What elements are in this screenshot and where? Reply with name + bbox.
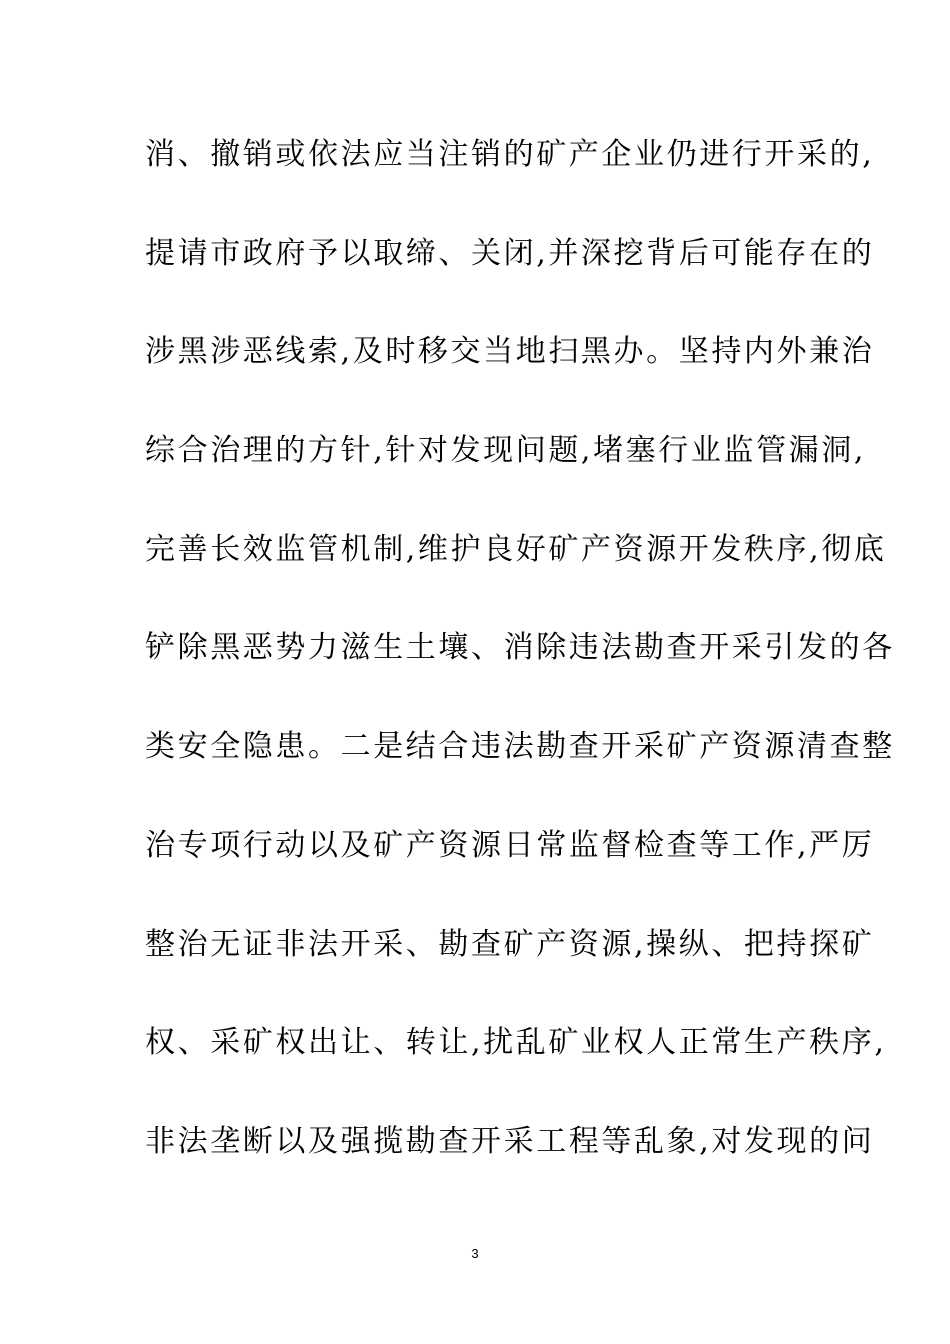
text-line: 完善长效监管机制,维护良好矿产资源开发秩序,彻底 bbox=[145, 531, 887, 567]
text-line: 消、撤销或依法应当注销的矿产企业仍进行开采的, bbox=[145, 137, 875, 172]
text-line: 铲除黑恶势力滋生土壤、消除违法勘查开采引发的各 bbox=[145, 630, 895, 666]
page-number: 3 bbox=[471, 1246, 479, 1261]
text-line: 涉黑涉恶线索,及时移交当地扫黑办。坚持内外兼治 bbox=[145, 334, 875, 370]
text-line: 非法垄断以及强揽勘查开采工程等乱象,对发现的问 bbox=[145, 1123, 875, 1159]
text-line: 综合治理的方针,针对发现问题,堵塞行业监管漏洞, bbox=[145, 433, 867, 469]
text-line: 类安全隐患。二是结合违法勘查开采矿产资源清查整 bbox=[145, 729, 895, 765]
body-paragraph bbox=[145, 132, 895, 1218]
text-line: 治专项行动以及矿产资源日常监督检查等工作,严厉 bbox=[145, 827, 875, 863]
text-line: 提请市政府予以取缔、关闭,并深挖背后可能存在的 bbox=[145, 235, 875, 271]
text-line: 整治无证非法开采、勘查矿产资源,操纵、把持探矿 bbox=[145, 926, 875, 962]
text-line: 权、采矿权出让、转让,扰乱矿业权人正常生产秩序, bbox=[145, 1025, 887, 1061]
